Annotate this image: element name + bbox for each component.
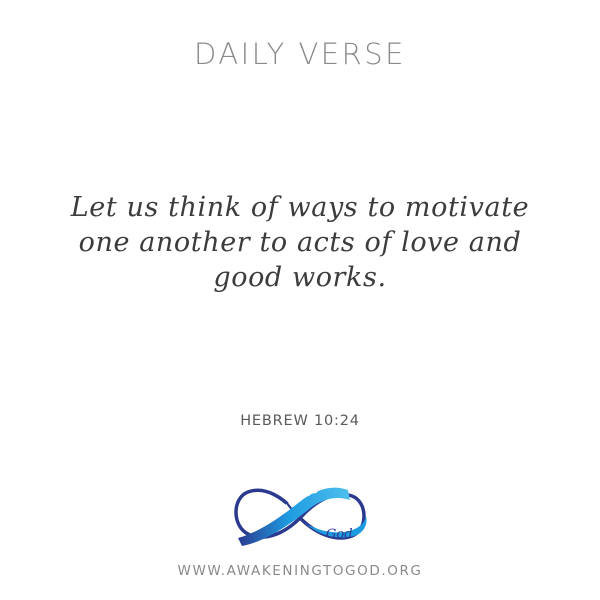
awakening-to-god-logo	[228, 478, 372, 550]
verse-reference: HEBREW 10:24	[240, 413, 360, 429]
logo-text-script: God	[326, 527, 353, 542]
verse-line-3: good works.	[213, 262, 387, 293]
page-title: DAILY VERSE	[194, 37, 406, 71]
logo-text-main: AWAKENING TO	[246, 484, 321, 537]
verse-line-1: Let us think of ways to motivate	[70, 192, 530, 223]
website-url: WWW.AWAKENINGTOGOD.ORG	[177, 563, 423, 579]
verse-text	[40, 190, 560, 295]
verse-line-2: one another to acts of love and	[78, 227, 522, 258]
